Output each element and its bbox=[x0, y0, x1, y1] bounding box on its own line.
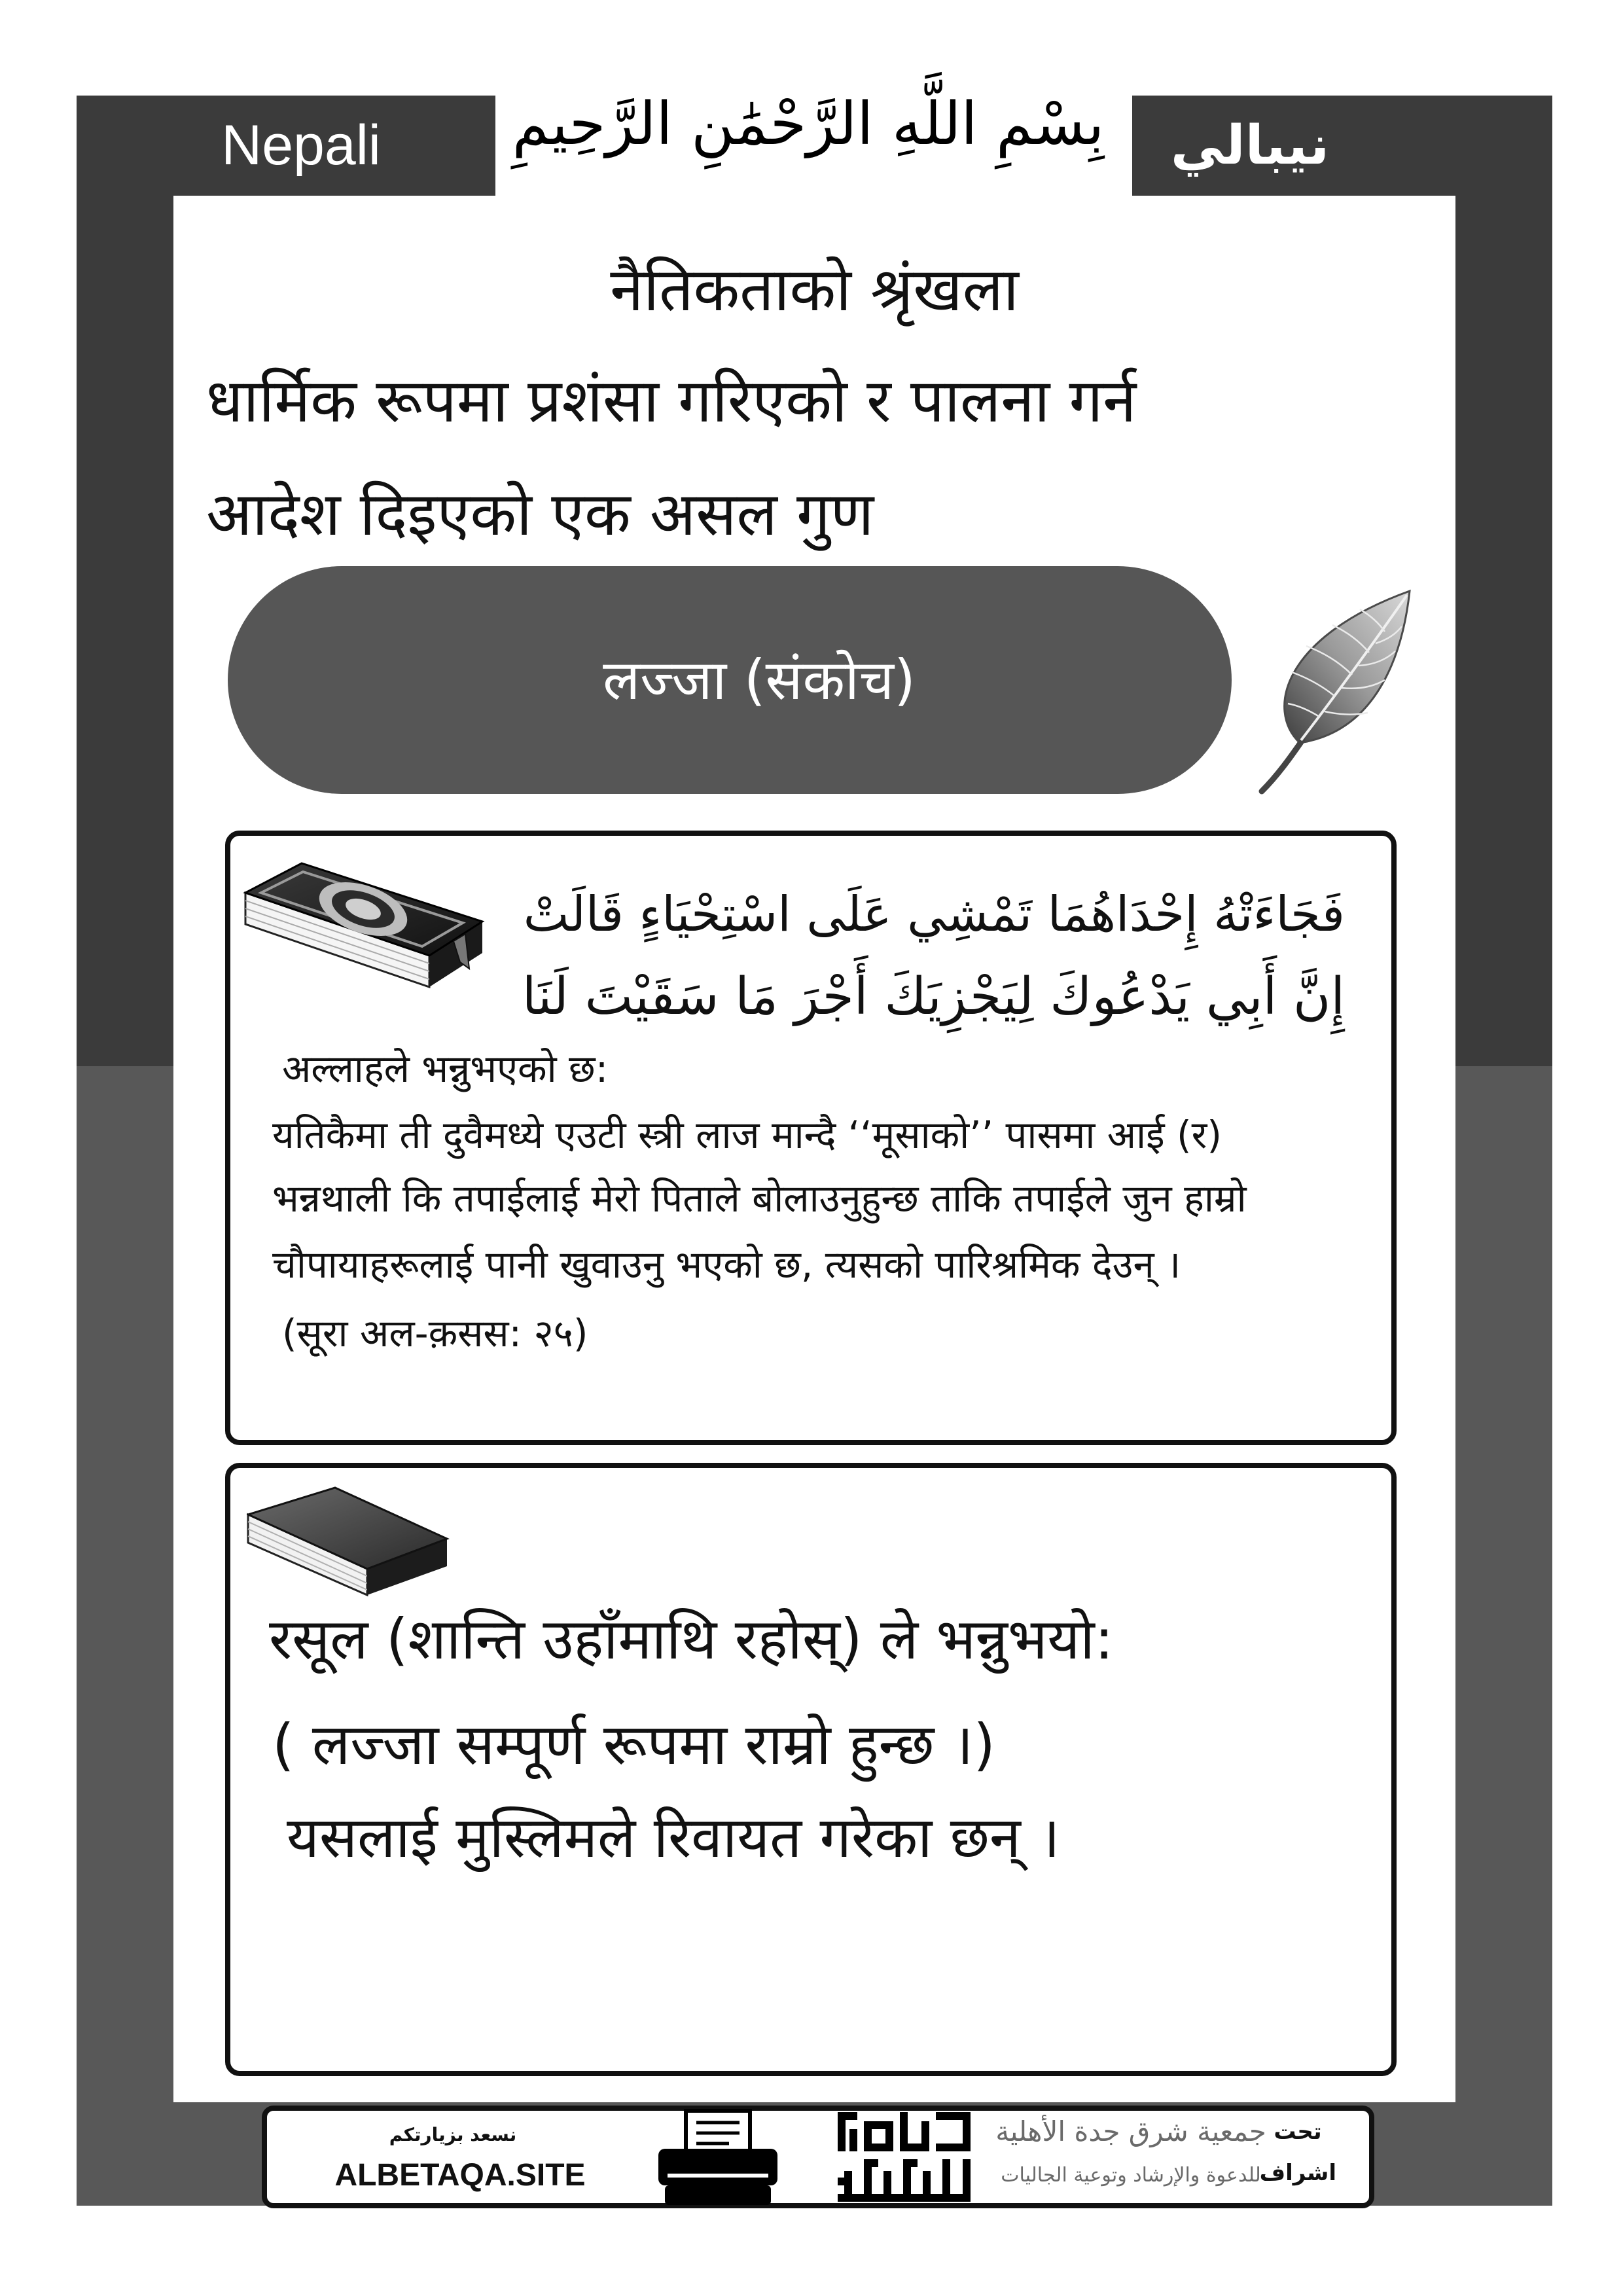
hadith-line-3: यसलाई मुस्लिमले रिवायत गरेका छन् । bbox=[287, 1805, 1060, 1871]
footer-bar bbox=[262, 2106, 1374, 2208]
hadith-card bbox=[225, 1463, 1397, 2076]
hadith-line-1: रसूल (शान्ति उहाँमाथि रहोस्) ले भन्नुभयो: bbox=[269, 1607, 1114, 1672]
subtitle-line-1: धार्मिक रूपमा प्रशंसा गरिएको र पालना गर्न bbox=[206, 366, 1137, 436]
organization-name: جمعية شرق جدة الأهلية bbox=[995, 2115, 1266, 2147]
verse-intro: अल्लाहले भन्नुभएको छ: bbox=[282, 1047, 609, 1091]
quran-verse-card bbox=[225, 831, 1397, 1445]
translation-line-2: भन्नथाली कि तपाईलाई मेरो पिताले बोलाउनुहुन्छ ताकि तपाईले जुन हाम्रो bbox=[272, 1176, 1247, 1221]
bismillah-calligraphy: بِسْمِ اللَّهِ الرَّحْمَٰنِ الرَّحِيمِ bbox=[512, 90, 1105, 158]
footer-greeting: نسعد بزيارتكم bbox=[389, 2124, 517, 2145]
hadith-line-2: ( लज्जा सम्पूर्ण रूपमा राम्रो हुन्छ ।) bbox=[272, 1712, 995, 1778]
leaf-icon bbox=[1257, 588, 1414, 795]
topic-label: लज्जा (संकोच) bbox=[603, 648, 916, 712]
supervision-label-2: اشراف bbox=[1259, 2160, 1336, 2186]
arabic-verse-line-2: إِنَّ أَبِي يَدْعُوكَ لِيَجْزِيَكَ أَجْرَ مَا سَقَيْتَ لَنَا bbox=[522, 967, 1345, 1026]
language-label-arabic: نيبالي bbox=[1170, 115, 1330, 177]
topic-pill bbox=[228, 566, 1232, 794]
supervision-label-1: تحت bbox=[1274, 2119, 1322, 2145]
printer-icon bbox=[657, 2108, 779, 2208]
language-label-english: Nepali bbox=[221, 114, 381, 177]
series-title: नैतिकताको श्रृंखला bbox=[610, 255, 1019, 325]
quran-book-icon bbox=[243, 857, 485, 988]
arabic-verse-line-1: فَجَاءَتْهُ إِحْدَاهُمَا تَمْشِي عَلَى اسْتِحْيَاءٍ قَالَتْ bbox=[523, 886, 1345, 942]
verse-reference: (सूरा अल-क़सस: २५) bbox=[282, 1311, 588, 1355]
subtitle-line-2: आदेश दिइएको एक असल गुण bbox=[206, 479, 874, 549]
kufic-logo bbox=[838, 2112, 971, 2202]
book-icon bbox=[247, 1485, 450, 1596]
footer-website: ALBETAQA.SITE bbox=[334, 2158, 586, 2193]
translation-line-1: यतिकैमा ती दुवैमध्ये एउटी स्त्री लाज मान्दै ‘‘मूसाको’’ पासमा आई (र) bbox=[272, 1113, 1222, 1157]
translation-line-3: चौपायाहरूलाई पानी खुवाउनु भएको छ, त्यसको पारिश्रमिक देउन् । bbox=[272, 1242, 1181, 1287]
organization-tagline: للدعوة والإرشاد وتوعية الجاليات bbox=[1001, 2164, 1261, 2187]
